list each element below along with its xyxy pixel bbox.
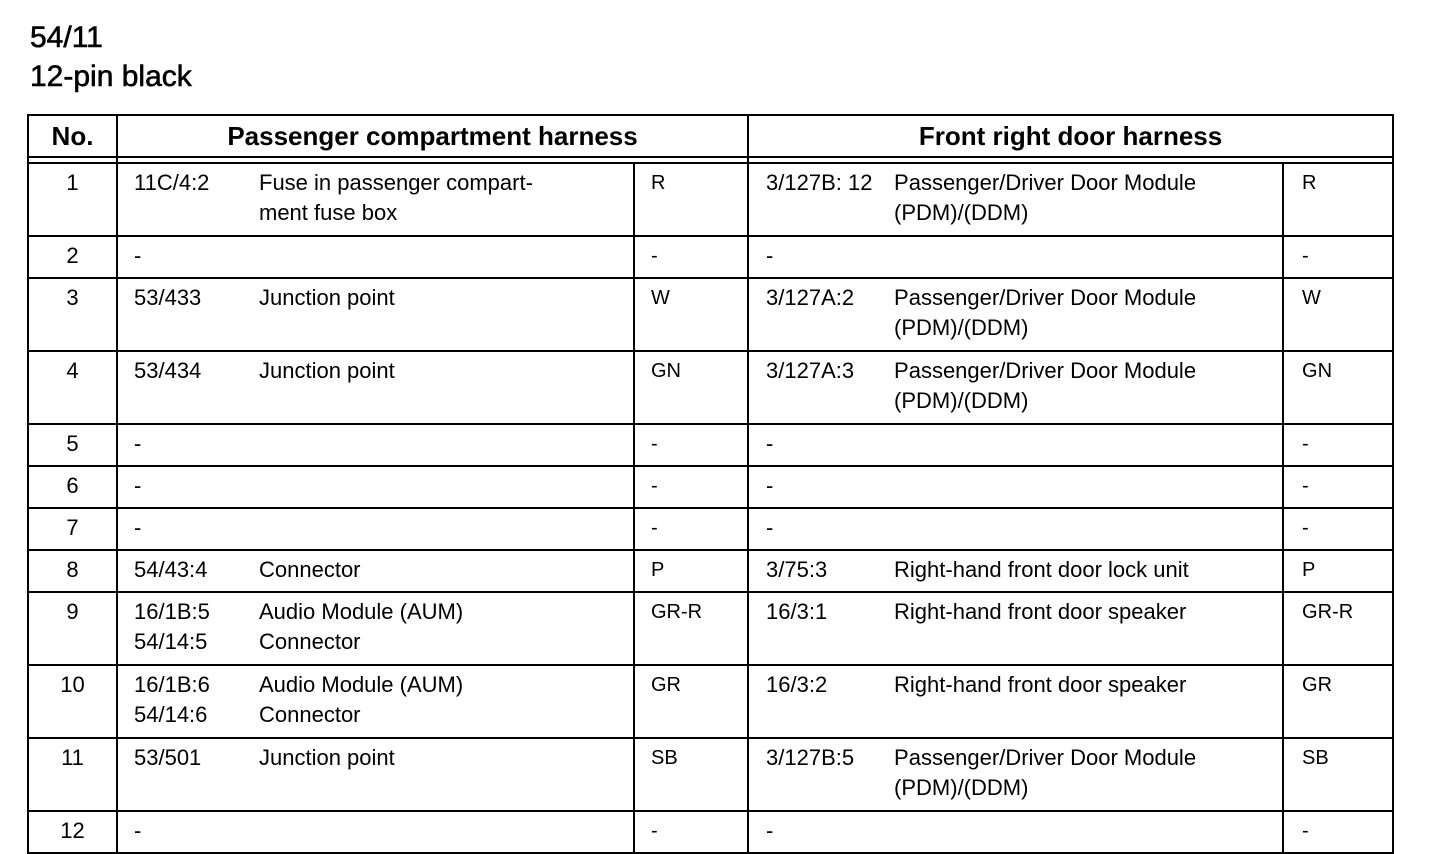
passenger-ref-line: 16/1B:6	[134, 672, 210, 697]
passenger-ref-line: 16/1B:5	[134, 599, 210, 624]
door-ref	[748, 278, 890, 351]
connector-heading	[30, 18, 192, 96]
door-description	[890, 738, 1283, 811]
passenger-description	[259, 592, 634, 665]
door-description	[890, 278, 1283, 351]
table-row	[28, 550, 1393, 592]
door-ref-line: 3/127A:3	[766, 358, 855, 383]
door-ref-line: -	[766, 473, 774, 498]
door-wire-color: W	[1283, 278, 1393, 351]
door-description	[890, 236, 1283, 278]
header-no: No.	[28, 115, 117, 157]
passenger-description	[259, 466, 634, 508]
door-ref	[748, 550, 890, 592]
door-wire-color: SB	[1283, 738, 1393, 811]
door-description	[890, 466, 1283, 508]
pin-rows	[28, 163, 1393, 853]
door-ref	[748, 466, 890, 508]
passenger-wire-color: -	[634, 424, 748, 466]
passenger-description	[259, 665, 634, 738]
door-wire-color: GR-R	[1283, 592, 1393, 665]
pin-number: 12	[28, 811, 117, 853]
door-description-line: (PDM)/(DDM)	[894, 775, 1029, 800]
door-ref-line: -	[766, 431, 774, 456]
passenger-wire-color: -	[634, 236, 748, 278]
passenger-wire-color: GR	[634, 665, 748, 738]
table-row	[28, 811, 1393, 853]
door-description-line: Passenger/Driver Door Module	[894, 745, 1197, 770]
passenger-description	[259, 351, 634, 424]
passenger-ref	[117, 236, 259, 278]
passenger-ref	[117, 466, 259, 508]
pin-number: 5	[28, 424, 117, 466]
passenger-wire-color: GN	[634, 351, 748, 424]
door-wire-color: -	[1283, 508, 1393, 550]
passenger-ref-line: 54/14:6	[134, 702, 208, 727]
door-ref	[748, 592, 890, 665]
door-wire-color: R	[1283, 163, 1393, 236]
passenger-wire-color: -	[634, 466, 748, 508]
door-wire-color: -	[1283, 424, 1393, 466]
table-row	[28, 163, 1393, 236]
passenger-wire-color: P	[634, 550, 748, 592]
passenger-ref-line: -	[134, 431, 142, 456]
passenger-description-line: Junction point	[259, 745, 395, 770]
door-ref	[748, 738, 890, 811]
connector-id: 54/11	[30, 21, 103, 54]
table-row	[28, 424, 1393, 466]
passenger-description	[259, 811, 634, 853]
table-row	[28, 508, 1393, 550]
pin-number: 1	[28, 163, 117, 236]
door-description	[890, 424, 1283, 466]
passenger-ref-line: 54/14:5	[134, 629, 208, 654]
door-ref	[748, 424, 890, 466]
passenger-ref	[117, 424, 259, 466]
door-description	[890, 665, 1283, 738]
passenger-description-line: Junction point	[259, 285, 395, 310]
passenger-description	[259, 424, 634, 466]
header-passenger-harness: Passenger compartment harness	[117, 115, 748, 157]
pin-number: 6	[28, 466, 117, 508]
passenger-ref-line: -	[134, 473, 142, 498]
door-ref	[748, 236, 890, 278]
door-wire-color: GN	[1283, 351, 1393, 424]
table-row	[28, 351, 1393, 424]
door-ref-line: -	[766, 818, 774, 843]
door-wire-color: GR	[1283, 665, 1393, 738]
passenger-ref-line: -	[134, 243, 142, 268]
passenger-wire-color: -	[634, 508, 748, 550]
passenger-description	[259, 236, 634, 278]
passenger-ref	[117, 278, 259, 351]
door-wire-color: -	[1283, 811, 1393, 853]
door-ref	[748, 163, 890, 236]
passenger-description	[259, 508, 634, 550]
passenger-wire-color: SB	[634, 738, 748, 811]
passenger-ref	[117, 508, 259, 550]
passenger-description-line: Audio Module (AUM)	[259, 599, 464, 624]
door-description	[890, 351, 1283, 424]
passenger-ref	[117, 163, 259, 236]
passenger-description-line: ment fuse box	[259, 200, 398, 225]
door-wire-color: P	[1283, 550, 1393, 592]
door-ref	[748, 508, 890, 550]
door-description	[890, 592, 1283, 665]
door-ref	[748, 351, 890, 424]
passenger-wire-color: R	[634, 163, 748, 236]
table-row	[28, 592, 1393, 665]
door-description-line: (PDM)/(DDM)	[894, 315, 1029, 340]
passenger-description	[259, 163, 634, 236]
passenger-description	[259, 738, 634, 811]
door-ref-line: 16/3:1	[766, 599, 828, 624]
passenger-description-line: Connector	[259, 702, 361, 727]
passenger-ref-line: 53/501	[134, 745, 202, 770]
passenger-ref-line: 54/43:4	[134, 557, 208, 582]
door-description-line: (PDM)/(DDM)	[894, 388, 1029, 413]
door-wire-color: -	[1283, 236, 1393, 278]
door-ref-line: 3/127A:2	[766, 285, 855, 310]
pin-number: 8	[28, 550, 117, 592]
door-ref-line: 3/75:3	[766, 557, 828, 582]
door-description-line: (PDM)/(DDM)	[894, 200, 1029, 225]
pin-table	[27, 114, 1394, 854]
door-description	[890, 811, 1283, 853]
door-description-line: Right-hand front door lock unit	[894, 557, 1189, 582]
table-row	[28, 466, 1393, 508]
door-ref	[748, 811, 890, 853]
connector-description: 12-pin black	[30, 60, 192, 93]
door-ref-line: 16/3:2	[766, 672, 828, 697]
passenger-description	[259, 278, 634, 351]
passenger-ref-line: -	[134, 818, 142, 843]
pin-number: 3	[28, 278, 117, 351]
passenger-ref-line: -	[134, 515, 142, 540]
pin-number: 7	[28, 508, 117, 550]
passenger-description-line: Connector	[259, 557, 361, 582]
passenger-ref-line: 11C/4:2	[134, 170, 210, 195]
passenger-ref	[117, 811, 259, 853]
passenger-description-line: Junction point	[259, 358, 395, 383]
table-row	[28, 665, 1393, 738]
passenger-ref	[117, 592, 259, 665]
header-front-door-harness: Front right door harness	[748, 115, 1393, 157]
passenger-ref	[117, 351, 259, 424]
passenger-ref	[117, 550, 259, 592]
passenger-wire-color: GR-R	[634, 592, 748, 665]
door-description-line: Right-hand front door speaker	[894, 672, 1187, 697]
door-description-line: Passenger/Driver Door Module	[894, 170, 1197, 195]
passenger-ref-line: 53/433	[134, 285, 202, 310]
door-description	[890, 163, 1283, 236]
pin-number: 4	[28, 351, 117, 424]
passenger-description-line: Fuse in passenger compart-	[259, 170, 533, 195]
door-ref	[748, 665, 890, 738]
table-row	[28, 738, 1393, 811]
door-description-line: Passenger/Driver Door Module	[894, 358, 1197, 383]
table-row	[28, 236, 1393, 278]
door-description-line: Right-hand front door speaker	[894, 599, 1187, 624]
passenger-description-line: Connector	[259, 629, 361, 654]
table-row	[28, 278, 1393, 351]
door-ref-line: -	[766, 515, 774, 540]
passenger-description-line: Audio Module (AUM)	[259, 672, 464, 697]
pin-number: 11	[28, 738, 117, 811]
door-ref-line: -	[766, 243, 774, 268]
door-ref-line: 3/127B:5	[766, 745, 855, 770]
passenger-wire-color: W	[634, 278, 748, 351]
passenger-ref	[117, 665, 259, 738]
pin-number: 9	[28, 592, 117, 665]
door-wire-color: -	[1283, 466, 1393, 508]
pin-number: 10	[28, 665, 117, 738]
passenger-wire-color: -	[634, 811, 748, 853]
pin-number: 2	[28, 236, 117, 278]
passenger-description	[259, 550, 634, 592]
passenger-ref	[117, 738, 259, 811]
door-ref-line: 3/127B: 12	[766, 170, 873, 195]
door-description-line: Passenger/Driver Door Module	[894, 285, 1197, 310]
door-description	[890, 550, 1283, 592]
door-description	[890, 508, 1283, 550]
passenger-ref-line: 53/434	[134, 358, 202, 383]
